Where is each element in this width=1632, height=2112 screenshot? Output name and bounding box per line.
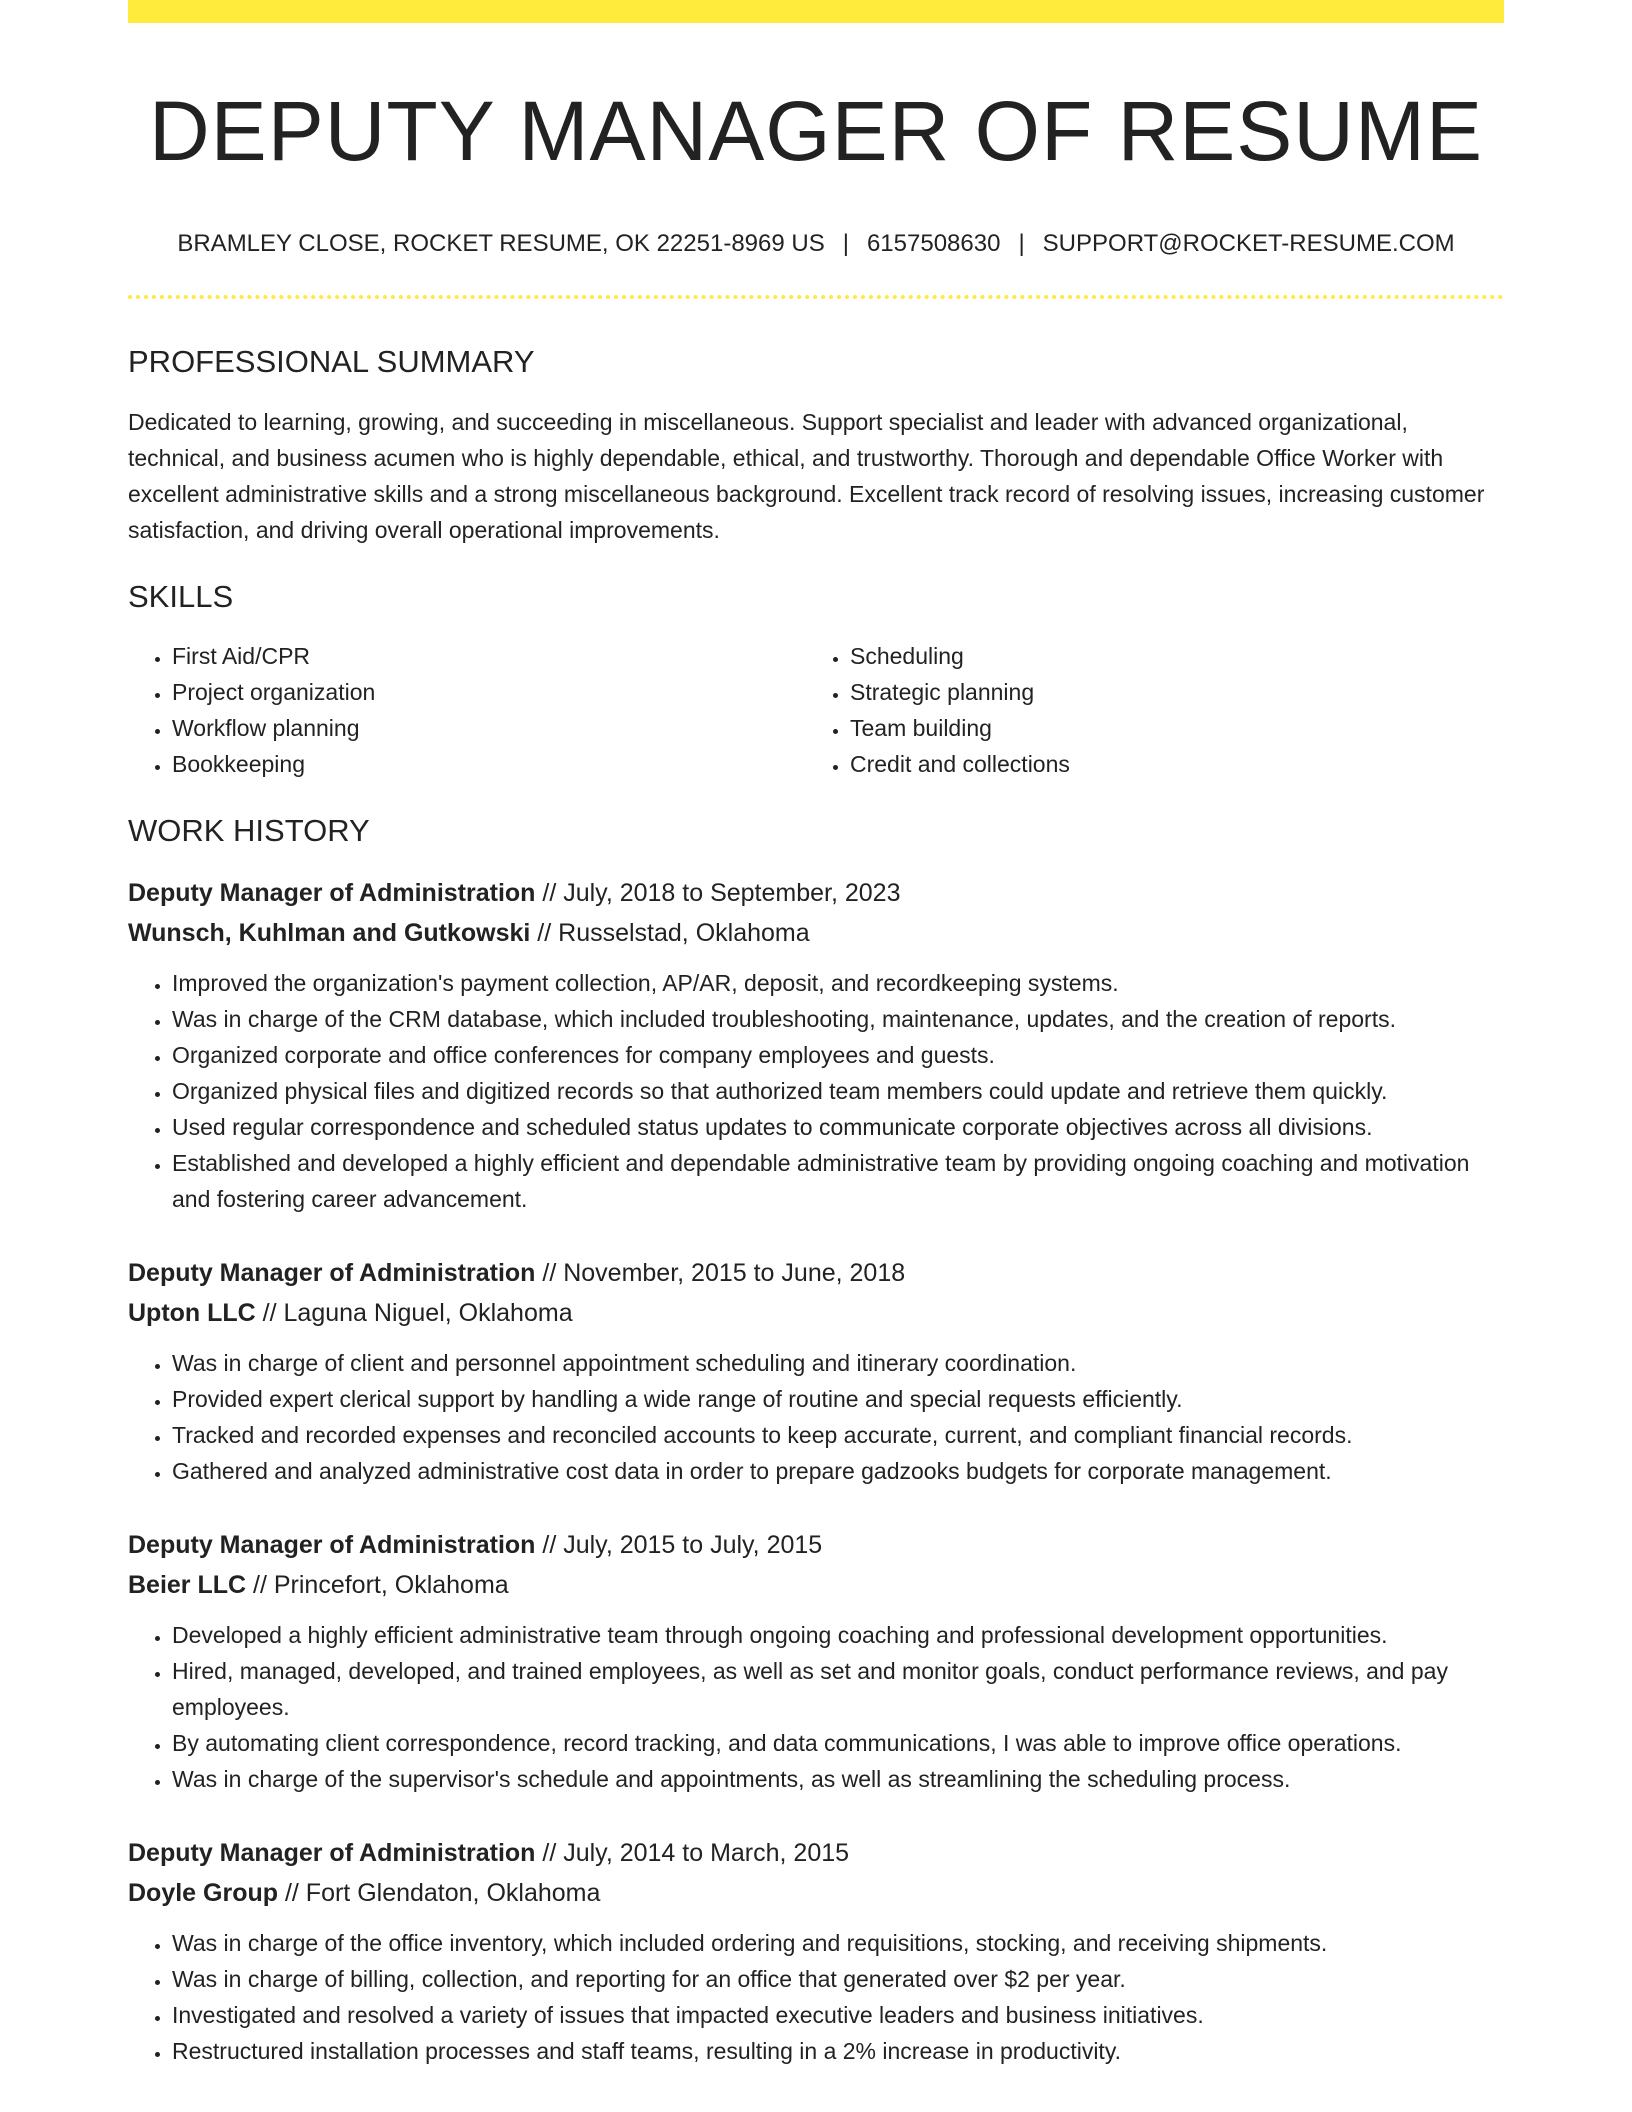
job-role: Deputy Manager of Administration xyxy=(128,1838,536,1867)
job-role: Deputy Manager of Administration xyxy=(128,1530,536,1559)
job-location: // Princefort, Oklahoma xyxy=(246,1570,509,1599)
job-role-line xyxy=(128,1253,1504,1293)
job-entry xyxy=(128,1253,1504,1489)
job-location: // Russelstad, Oklahoma xyxy=(530,918,810,947)
dotted-divider xyxy=(128,295,1504,299)
contact-address: BRAMLEY CLOSE, ROCKET RESUME, OK 22251-8969 US xyxy=(177,229,825,257)
job-role: Deputy Manager of Administration xyxy=(128,878,536,907)
job-bullet: • Organized physical files and digitized records so that authorized team members could update and retrieve them quickly. xyxy=(172,1073,1504,1109)
job-company: Doyle Group xyxy=(128,1878,279,1907)
contact-separator: | xyxy=(1018,229,1025,257)
contact-phone: 6157508630 xyxy=(866,229,1001,257)
contact-email: SUPPORT@ROCKET-RESUME.COM xyxy=(1042,229,1455,257)
job-role-line xyxy=(128,1833,1504,1873)
skill-item: • Project organization xyxy=(172,674,806,710)
job-entry xyxy=(128,1525,1504,1797)
skill-item: • Bookkeeping xyxy=(172,746,806,782)
summary-heading: PROFESSIONAL SUMMARY xyxy=(128,343,535,379)
job-entry xyxy=(128,873,1504,1217)
job-bullet: • Tracked and recorded expenses and reconciled accounts to keep accurate, current, and compliant financial records. xyxy=(172,1417,1504,1453)
skills-column-left xyxy=(128,638,806,782)
job-bullets xyxy=(128,1617,1504,1797)
accent-bar xyxy=(128,0,1504,23)
job-bullets xyxy=(128,1925,1504,2069)
job-bullet: • Hired, managed, developed, and trained employees, as well as set and monitor goals, conduct performance reviews, and pay employees. xyxy=(172,1653,1504,1725)
work-history-heading: WORK HISTORY xyxy=(128,813,370,849)
job-company-line xyxy=(128,913,1504,953)
job-location: // Laguna Niguel, Oklahoma xyxy=(255,1298,573,1327)
job-bullet: • Was in charge of the CRM database, which included troubleshooting, maintenance, updates, and the creation of reports. xyxy=(172,1001,1504,1037)
job-bullet: • Established and developed a highly efficient and dependable administrative team by providing ongoing coaching and motivation and fostering career advancement. xyxy=(172,1145,1504,1217)
resume-page xyxy=(128,0,1504,2069)
summary-text: Dedicated to learning, growing, and succeeding in miscellaneous. Support specialist and leader with advanced organizational, technical, and business acumen who is highly dependable, ethical, and trustworthy. Thorough and dependable Office Worker with excellent administrative skills and a strong miscellaneous background. Excellent track record of resolving issues, increasing customer satisfaction, and driving overall operational improvements. xyxy=(128,409,1485,544)
job-bullet: • Used regular correspondence and scheduled status updates to communicate corporate objectives across all divisions. xyxy=(172,1109,1504,1145)
job-bullet: • Was in charge of client and personnel appointment scheduling and itinerary coordination. xyxy=(172,1345,1504,1381)
job-dates: // November, 2015 to June, 2018 xyxy=(535,1258,906,1287)
job-bullets xyxy=(128,965,1504,1217)
job-company-line xyxy=(128,1873,1504,1913)
job-entry xyxy=(128,1833,1504,2069)
skill-item: • First Aid/CPR xyxy=(172,638,806,674)
job-bullet: • Improved the organization's payment collection, AP/AR, deposit, and recordkeeping systems. xyxy=(172,965,1504,1001)
skills-list xyxy=(128,638,1504,782)
job-bullet: • Was in charge of the supervisor's schedule and appointments, as well as streamlining the scheduling process. xyxy=(172,1761,1504,1797)
job-dates: // July, 2014 to March, 2015 xyxy=(535,1838,850,1867)
job-company: Wunsch, Kuhlman and Gutkowski xyxy=(128,918,531,947)
job-company: Beier LLC xyxy=(128,1570,247,1599)
job-bullet: • Developed a highly efficient administrative team through ongoing coaching and professional development opportunities. xyxy=(172,1617,1504,1653)
skills-heading: SKILLS xyxy=(128,579,234,615)
job-company-line xyxy=(128,1565,1504,1605)
job-bullet: • Was in charge of billing, collection, and reporting for an office that generated over $2 per year. xyxy=(172,1961,1504,1997)
job-bullets xyxy=(128,1345,1504,1489)
job-location: // Fort Glendaton, Oklahoma xyxy=(278,1878,601,1907)
contact-line xyxy=(128,228,1504,259)
job-bullet: • By automating client correspondence, record tracking, and data communications, I was able to improve office operations. xyxy=(172,1725,1504,1761)
skill-item: • Workflow planning xyxy=(172,710,806,746)
skill-item: • Scheduling xyxy=(850,638,1484,674)
job-role-line xyxy=(128,873,1504,913)
skills-column-right xyxy=(806,638,1484,782)
job-bullet: • Restructured installation processes and staff teams, resulting in a 2% increase in productivity. xyxy=(172,2033,1504,2069)
resume-name: DEPUTY MANAGER OF RESUME xyxy=(149,84,1483,178)
job-dates: // July, 2015 to July, 2015 xyxy=(535,1530,823,1559)
job-dates: // July, 2018 to September, 2023 xyxy=(535,878,901,907)
contact-separator: | xyxy=(842,229,849,257)
job-role: Deputy Manager of Administration xyxy=(128,1258,536,1287)
job-role-line xyxy=(128,1525,1504,1565)
job-bullet: • Organized corporate and office conferences for company employees and guests. xyxy=(172,1037,1504,1073)
job-bullet: • Gathered and analyzed administrative cost data in order to prepare gadzooks budgets for corporate management. xyxy=(172,1453,1504,1489)
job-bullet: • Was in charge of the office inventory, which included ordering and requisitions, stocking, and receiving shipments. xyxy=(172,1925,1504,1961)
skill-item: • Credit and collections xyxy=(850,746,1484,782)
skill-item: • Strategic planning xyxy=(850,674,1484,710)
skill-item: • Team building xyxy=(850,710,1484,746)
job-bullet: • Provided expert clerical support by handling a wide range of routine and special requests efficiently. xyxy=(172,1381,1504,1417)
job-company: Upton LLC xyxy=(128,1298,256,1327)
job-bullet: • Investigated and resolved a variety of issues that impacted executive leaders and business initiatives. xyxy=(172,1997,1504,2033)
job-company-line xyxy=(128,1293,1504,1333)
